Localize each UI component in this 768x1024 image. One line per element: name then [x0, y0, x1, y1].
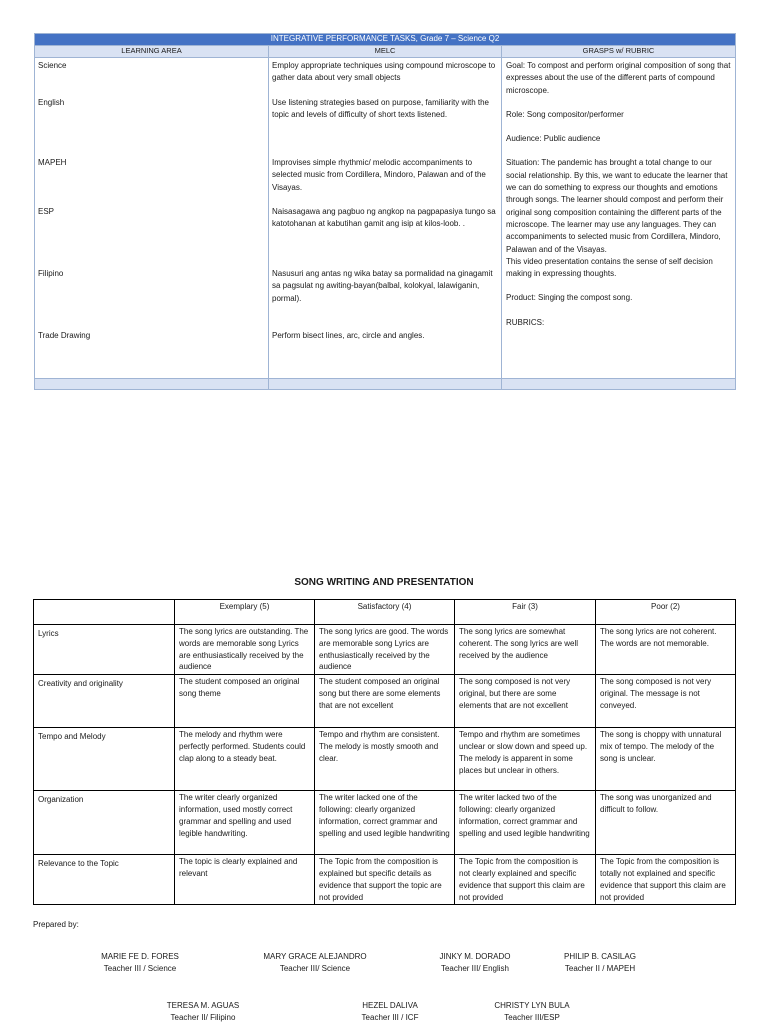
signatory-name: JINKY M. DORADO	[439, 952, 511, 961]
rubric-table	[33, 599, 736, 905]
area-mapeh: MAPEH	[38, 158, 67, 167]
rubric-cell: The student composed an original song theme	[175, 675, 315, 728]
rubric-row-relevance	[34, 855, 736, 905]
signatory-name: MARY GRACE ALEJANDRO	[263, 952, 367, 961]
signatory-name: HEZEL DALIVA	[362, 1001, 418, 1010]
rubric-row-tempo-melody	[34, 728, 736, 791]
signatory-position: Teacher III/ English	[440, 964, 510, 973]
signatory-position: Teacher III/ Science	[279, 964, 351, 973]
area-filipino: Filipino	[38, 269, 64, 278]
signatory-name: PHILIP B. CASILAG	[564, 952, 636, 961]
grasps-role: Role: Song compositor/performer	[506, 109, 624, 119]
rubric-cell: The topic is clearly explained and relevant	[175, 855, 315, 905]
signatory-position: Teacher III/ESP	[504, 1013, 560, 1022]
grasps-product: Product: Singing the compost song.	[506, 293, 633, 303]
rubric-cell: The writer clearly organized information, used mostly correct grammar and spelling and used legible handwriting.	[175, 791, 315, 855]
rubric-header-fair: Fair (3)	[455, 600, 596, 625]
melc-column	[269, 58, 502, 379]
signatory-position: Teacher III / ICF	[361, 1013, 419, 1022]
prepared-by-label: Prepared by:	[33, 920, 79, 929]
header-learning-area: LEARNING AREA	[35, 46, 269, 58]
rubric-cell: The student composed an original song but there are some elements that are not excellent	[315, 675, 455, 728]
rubric-header-satisfactory: Satisfactory (4)	[315, 600, 455, 625]
rubric-criterion: Organization	[34, 791, 175, 855]
rubric-cell: The melody and rhythm were perfectly performed. Students could clap along to a steady beat.	[175, 728, 315, 791]
signatory	[80, 951, 200, 975]
rubric-header-exemplary: Exemplary (5)	[175, 600, 315, 625]
signatory-name: MARIE FE D. FORES	[101, 952, 179, 961]
signatory-position: Teacher II / MAPEH	[564, 964, 636, 973]
learning-area-column	[35, 58, 269, 379]
rubric-criterion: Lyrics	[34, 625, 175, 675]
grasps-rubrics: RUBRICS:	[506, 317, 545, 327]
rubric-criterion: Tempo and Melody	[34, 728, 175, 791]
grasps-situation: Situation: The pandemic has brought a total change to our social relationship. By this, we want to educate the learner that we can do something to express our thoughts and emotions through songs. The learner should compost and perform their original song composition containing the different parts of the microscope. The learner may use any languages. They can accompaniments to selected music from Cordillera, Mindoro, Palawan and of the Visayas.	[506, 158, 728, 254]
footer-cell	[502, 379, 736, 390]
rubric-title: SONG WRITING AND PRESENTATION	[294, 577, 474, 588]
signatory	[545, 951, 655, 975]
signatory	[148, 1000, 258, 1024]
header-grasps: GRASPS w/ RUBRIC	[502, 46, 736, 58]
rubric-cell: The song lyrics are somewhat coherent. The song lyrics are well received by the audience	[455, 625, 596, 675]
area-science: Science	[38, 61, 67, 70]
melc-esp: Naisasagawa ang pagbuo ng angkop na pagpapasiya tungo sa katotohanan at kabutihan gamit ang isip at kilos-loob. .	[272, 207, 496, 229]
signatory	[477, 1000, 587, 1024]
rubric-cell: The song composed is not very original, but there are some elements that are not excellent	[455, 675, 596, 728]
signatory-name: TERESA M. AGUAS	[166, 1001, 240, 1010]
integrative-tasks-title: INTEGRATIVE PERFORMANCE TASKS, Grade 7 – Science Q2	[35, 34, 736, 46]
signatory	[250, 951, 380, 975]
rubric-cell: The Topic from the composition is explained but specific details as evidence that support the topic are not provided	[315, 855, 455, 905]
footer-cell	[35, 379, 269, 390]
melc-science: Employ appropriate techniques using compound microscope to gather data about very small objects	[272, 61, 496, 83]
rubric-criterion: Creativity and originality	[34, 675, 175, 728]
area-english: English	[38, 98, 65, 107]
rubric-cell: The song lyrics are outstanding. The words are memorable song Lyrics are enthusiastically received by the audience	[175, 625, 315, 675]
rubric-cell: Tempo and rhythm are sometimes unclear or slow down and speed up. The melody is apparent in some places but unclear in others.	[455, 728, 596, 791]
grasps-goal: Goal: To compost and perform original composition of song that expresses about the use of the different parts of compound microscope.	[506, 61, 731, 95]
area-trade-drawing: Trade Drawing	[38, 331, 91, 340]
rubric-cell: The writer lacked two of the following: clearly organized information, correct grammar and spelling and used legible handwriting	[455, 791, 596, 855]
rubric-row-lyrics	[34, 625, 736, 675]
rubric-cell: The song composed is not very original. The message is not conveyed.	[596, 675, 736, 728]
melc-english: Use listening strategies based on purpose, familiarity with the topic and levels of difficulty of short texts listened.	[272, 98, 489, 120]
integrative-tasks-table	[34, 33, 736, 390]
grasps-presentation: This video presentation contains the sense of self decision making in expressing thoughts.	[506, 256, 713, 279]
melc-trade-drawing: Perform bisect lines, arc, circle and angles.	[272, 331, 425, 340]
melc-filipino: Nasusuri ang antas ng wika batay sa pormalidad na ginagamit sa pagsulat ng awiting-bayan(balbal, kolokyal, lalawiganin, pormal).	[272, 269, 493, 303]
rubric-cell: The writer lacked one of the following: clearly organized information, correct grammar and spelling and used legible handwriting	[315, 791, 455, 855]
rubric-cell: The song lyrics are not coherent. The words are not memorable.	[596, 625, 736, 675]
rubric-header-poor: Poor (2)	[596, 600, 736, 625]
rubric-cell: The Topic from the composition is totally not explained and specific evidence that support this claim are not provided	[596, 855, 736, 905]
signatory	[340, 1000, 440, 1024]
grasps-audience: Audience: Public audience	[506, 134, 601, 144]
rubric-cell: The song was unorganized and difficult to follow.	[596, 791, 736, 855]
rubric-row-creativity	[34, 675, 736, 728]
rubric-row-organization	[34, 791, 736, 855]
rubric-cell: The song lyrics are good. The words are memorable song Lyrics are enthusiastically received by the audience	[315, 625, 455, 675]
rubric-header-criteria	[34, 600, 175, 625]
footer-cell	[269, 379, 502, 390]
signatory	[420, 951, 530, 975]
rubric-criterion: Relevance to the Topic	[34, 855, 175, 905]
signatory-position: Teacher III / Science	[103, 964, 177, 973]
area-esp: ESP	[38, 207, 55, 216]
header-melc: MELC	[269, 46, 502, 58]
signatory-name: CHRISTY LYN BULA	[494, 1001, 570, 1010]
signatory-position: Teacher II/ Filipino	[170, 1013, 236, 1022]
melc-mapeh: Improvises simple rhythmic/ melodic accompaniments to selected music from Cordillera, Mindoro, Palawan and of the Visayas.	[272, 158, 486, 192]
rubric-cell: The song is choppy with unnatural mix of tempo. The melody of the song is unclear.	[596, 728, 736, 791]
rubric-cell: The Topic from the composition is not clearly explained and specific evidence that support this claim are not provided	[455, 855, 596, 905]
grasps-column	[502, 58, 736, 379]
rubric-cell: Tempo and rhythm are consistent. The melody is mostly smooth and clear.	[315, 728, 455, 791]
